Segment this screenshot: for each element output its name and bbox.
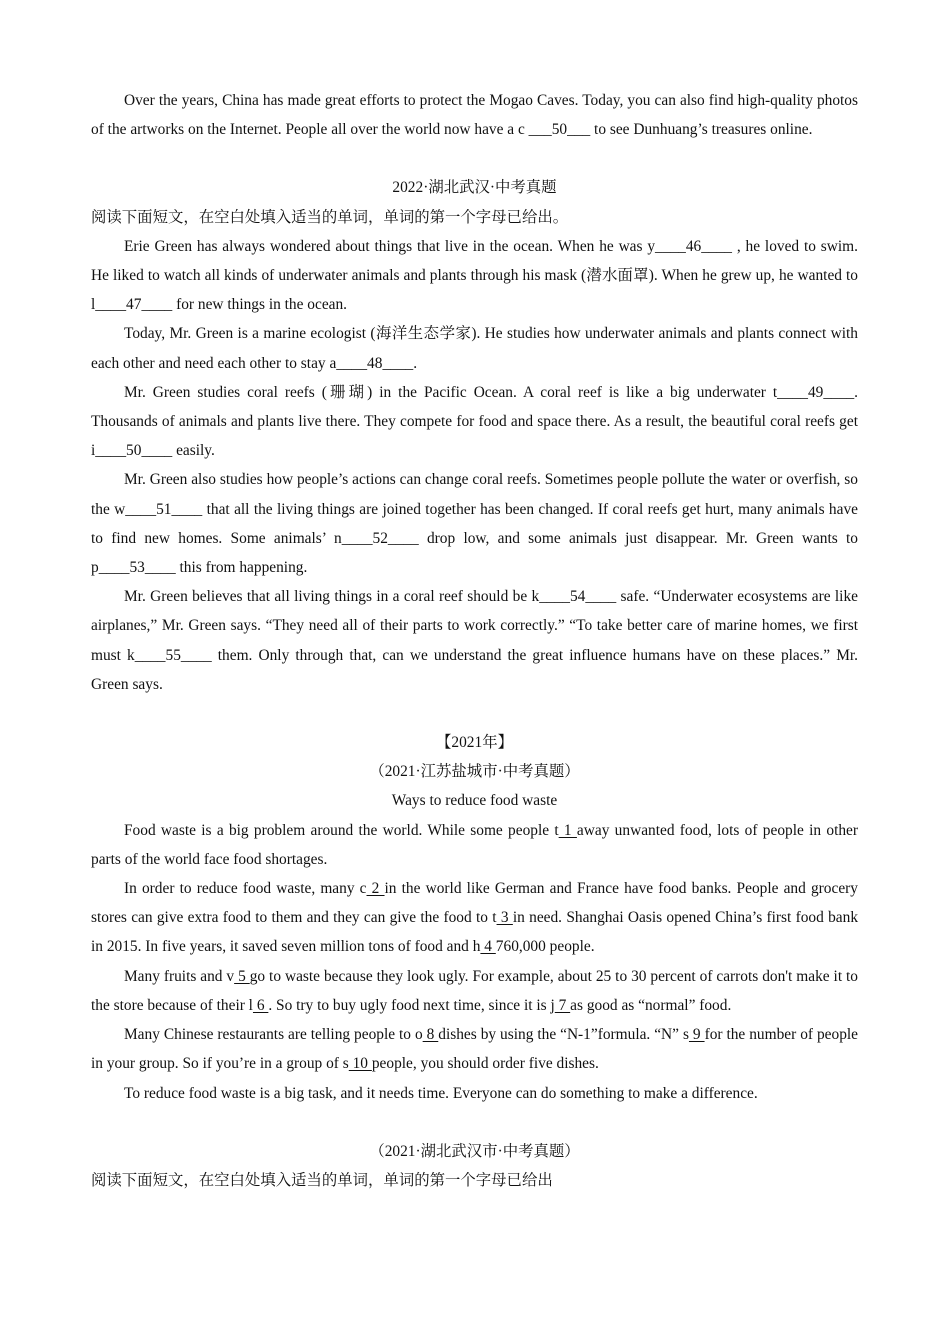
text-run: in need. Shanghai Oasis opened China’s first food bank in 2015. In five years, it saved seven million tons of food and h [91, 909, 859, 956]
section-2022-heading: 2022·湖北武汉·中考真题 [392, 179, 557, 197]
answer-blank: 5 [234, 967, 250, 985]
answer-blank: 3 [496, 909, 513, 927]
prev-passage-paragraph: Over the years, China has made great efforts to protect the Mogao Caves. Today, you can also find high-quality photos of the artworks on the Internet. People all over the world now have a c ___50___ to see Dunhuang’s treasures online. [91, 92, 858, 139]
text-run: go to waste because they look ugly. For example, about 25 to 30 percent of carrots don't make it to the store because of their l [91, 967, 859, 1014]
passage-2021-paragraph [91, 816, 858, 874]
passage-2022-paragraph: Mr. Green also studies how people’s actions can change coral reefs. Sometimes people pollute the water or overfish, so the w____51____ that all the living things are joined together has been changed. If coral reefs get hurt, many animals have to find new homes. Some animals’ n____52____ drop low, and some animals just disappear. Mr. Green wants to p____53____ this from happening. [91, 471, 858, 577]
section-2021b-instruction: 阅读下面短文，在空白处填入适当的单词，单词的第一个字母已给出 [91, 1171, 553, 1189]
text-run: for the number of people in your group. So if you’re in a group of s [91, 1026, 858, 1073]
passage-2022-paragraph: Mr. Green believes that all living things in a coral reef should be k____54____ safe. “Underwater ecosystems are like airplanes,” Mr. Green says. “They need all of their parts to work correctly.” “To take better care of marine homes, we first must k____55____ them. Only through that, can we understand the great influence humans have on these places.” Mr. Green says. [91, 588, 858, 693]
answer-blank: 4 [480, 938, 496, 956]
text-run: 760,000 people. [495, 938, 595, 956]
text-run: in the world like German and France have food banks. People and grocery stores can give extra food to them and they can give the food to t [91, 880, 858, 927]
text-run: people, you should order five dishes. [371, 1055, 599, 1073]
text-run: Food waste is a big problem around the world. While some people t [124, 821, 559, 839]
passage-2022-paragraph: Mr. Green studies coral reefs (珊瑚) in the Pacific Ocean. A coral reef is like a big underwater t____49____. Thousands of animals and plants live there. They compete for food and space there. As a result, the beautiful coral reefs get i____50____ easily. [91, 383, 858, 460]
text-run: . So try to buy ugly food next time, since it is j [268, 996, 555, 1014]
answer-blank: 2 [366, 880, 385, 898]
spacer [91, 699, 858, 728]
document-page [91, 86, 858, 1195]
text-run: as good as “normal” food. [570, 996, 732, 1014]
answer-blank: 9 [688, 1026, 705, 1044]
answer-blank: 7 [554, 996, 571, 1014]
answer-blank: 1 [558, 821, 577, 839]
passage-2021-paragraph [91, 962, 858, 1020]
passage-2022-paragraph: Today, Mr. Green is a marine ecologist (海洋生态学家). He studies how underwater animals and plants connect with each other and need each other to stay a____48____. [91, 325, 858, 372]
answer-blank: 8 [422, 1026, 439, 1044]
year-2021-heading: 【2021年】 [436, 734, 513, 752]
text-run: In order to reduce food waste, many c [124, 880, 367, 898]
spacer [91, 144, 858, 173]
passage-2022-paragraph: Erie Green has always wondered about things that live in the ocean. When he was y____46____ , he loved to swim. He liked to watch all kinds of underwater animals and plants through his mask (潜水面罩). When he grew up, he wanted to l____47____ for new things in the ocean. [91, 237, 858, 314]
answer-blank: 10 [348, 1055, 372, 1073]
passage-2021-title: Ways to reduce food waste [391, 792, 558, 810]
section-2021-source: （2021·江苏盐城市·中考真题） [369, 763, 580, 781]
answer-blank: 6 [252, 996, 269, 1014]
passage-2021-paragraph [91, 1079, 858, 1108]
text-run: dishes by using the “N-1”formula. “N” s [438, 1026, 689, 1044]
text-run: Many Chinese restaurants are telling people to o [124, 1026, 423, 1044]
passage-2021-paragraph [91, 874, 858, 962]
text-run: Many fruits and v [124, 967, 235, 985]
section-2022-instruction: 阅读下面短文，在空白处填入适当的单词，单词的第一个字母已给出。 [91, 208, 569, 226]
text-run: To reduce food waste is a big task, and it needs time. Everyone can do something to make a difference. [124, 1084, 758, 1102]
text-run: away unwanted food, lots of people in other parts of the world face food shortages. [91, 821, 858, 868]
passage-2021-paragraph [91, 1020, 858, 1078]
section-2021b-source: （2021·湖北武汉市·中考真题） [369, 1142, 580, 1160]
spacer [91, 1108, 858, 1137]
passage-2021-body [91, 816, 858, 1108]
